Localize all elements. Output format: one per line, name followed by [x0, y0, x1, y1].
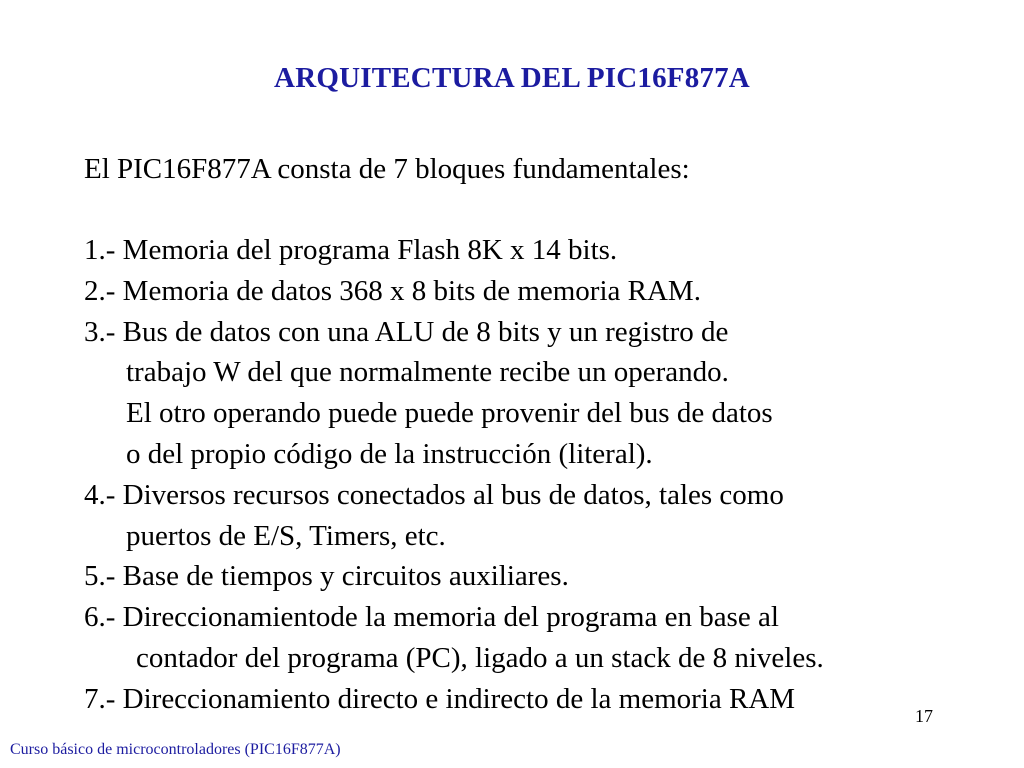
slide-title: ARQUITECTURA DEL PIC16F877A — [274, 62, 750, 94]
list-item-1 — [84, 230, 824, 271]
list-item-3-line-1: 3.- Bus de datos con una ALU de 8 bits y un registro de — [84, 315, 729, 348]
list-item-4-line-2: puertos de E/S, Timers, etc. — [126, 519, 446, 552]
list-item-6-line-1: 6.- Direccionamientode la memoria del programa en base al — [84, 601, 779, 634]
list-item-1-line-1: 1.- Memoria del programa Flash 8K x 14 bits. — [84, 234, 618, 266]
list-item-7-line-1: 7.- Direccionamiento directo e indirecto de la memoria RAM — [84, 682, 796, 715]
intro-text: El PIC16F877A consta de 7 bloques fundamentales: — [84, 153, 690, 185]
blocks-list — [84, 230, 824, 720]
list-item-3 — [84, 312, 824, 475]
list-item-6-line-2: contador del programa (PC), ligado a un stack de 8 niveles. — [136, 641, 824, 674]
footer-course-title: Curso básico de microcontroladores (PIC16F877A) — [10, 741, 341, 758]
slide-number: 17 — [915, 706, 933, 726]
list-item-2-line-1: 2.- Memoria de datos 368 x 8 bits de memoria RAM. — [84, 274, 701, 307]
list-item-2 — [84, 271, 824, 312]
list-item-3-line-2: trabajo W del que normalmente recibe un operando. — [126, 356, 729, 389]
list-item-6 — [84, 597, 824, 679]
list-item-4-line-1: 4.- Diversos recursos conectados al bus de datos, tales como — [84, 478, 784, 511]
list-item-7 — [84, 679, 824, 720]
list-item-5 — [84, 556, 824, 597]
list-item-3-line-4: o del propio código de la instrucción (literal). — [126, 437, 653, 470]
list-item-5-line-1: 5.- Base de tiempos y circuitos auxiliares. — [84, 560, 569, 593]
list-item-4 — [84, 475, 824, 557]
list-item-3-line-3: El otro operando puede puede provenir del bus de datos — [126, 397, 773, 430]
